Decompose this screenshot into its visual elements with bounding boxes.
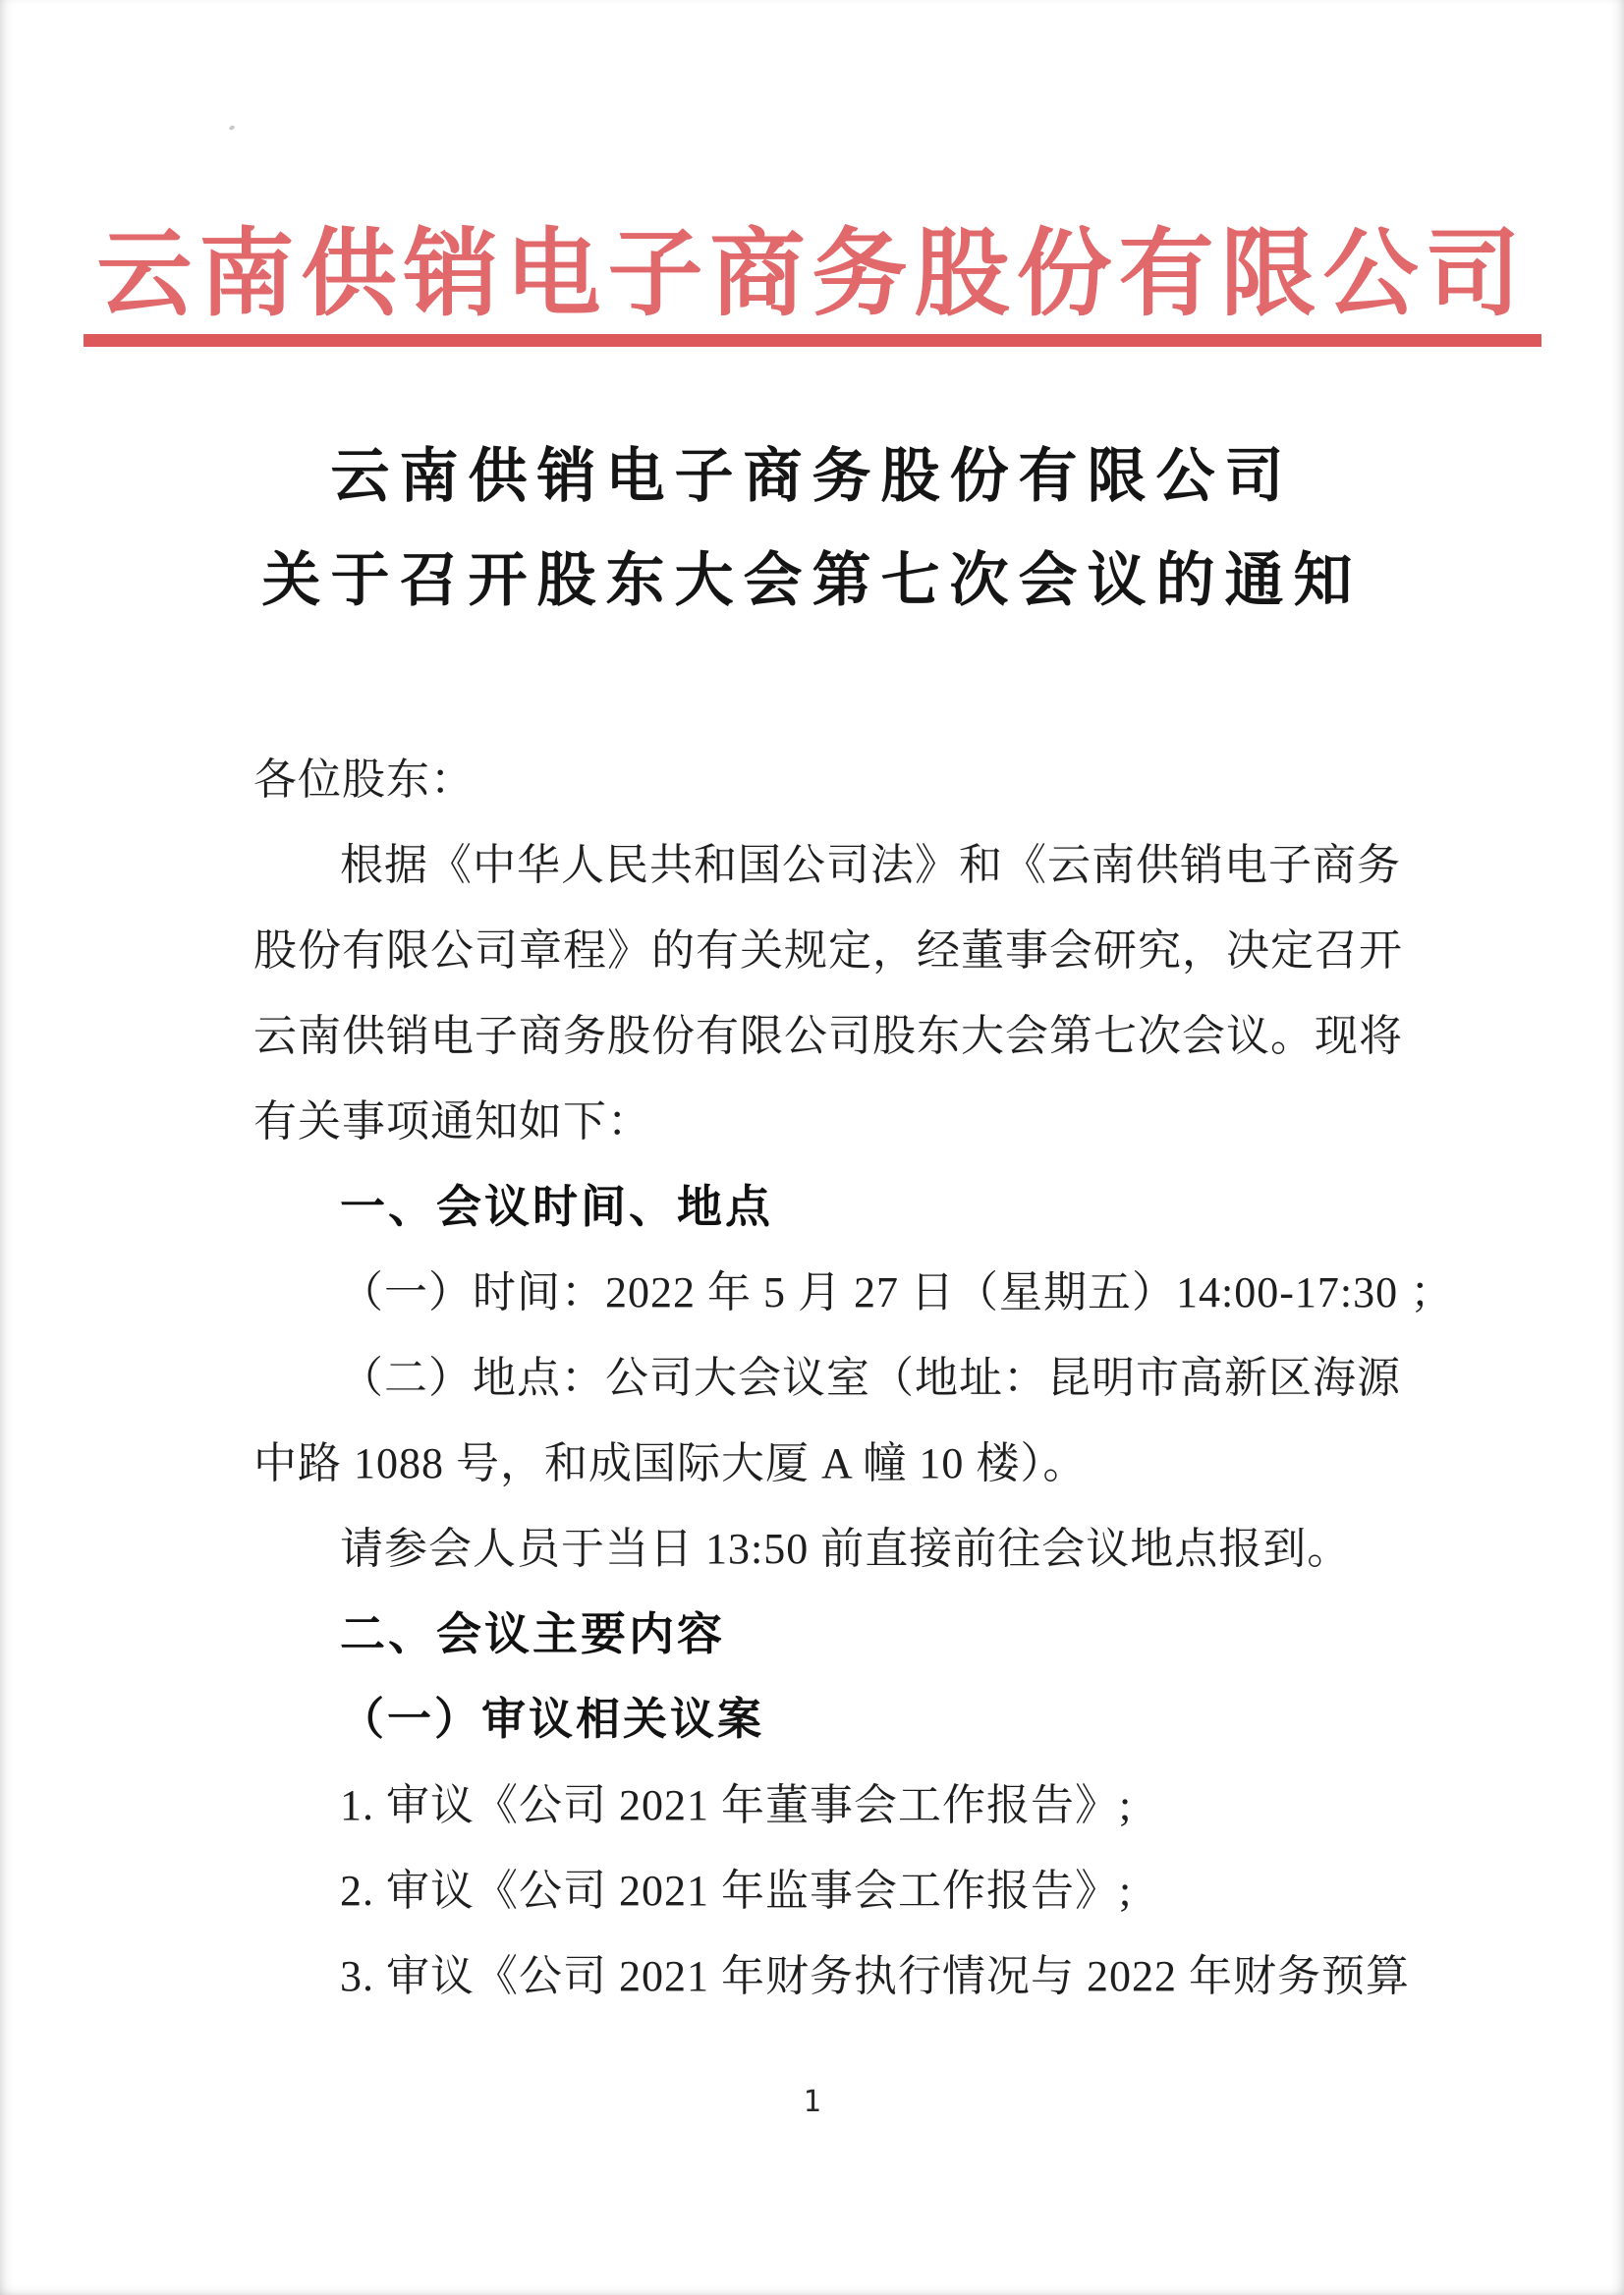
document-line: 云南供销电子商务股份有限公司股东大会第七次会议。现将 <box>253 1012 1403 1060</box>
document-title-line-2: 关于召开股东大会第七次会议的通知 <box>261 548 1363 613</box>
document-line: 二、会议主要内容 <box>340 1608 725 1659</box>
document-line: 有关事项通知如下： <box>253 1097 651 1146</box>
scan-artifact-speck <box>228 125 235 131</box>
document-line: 2. 审议《公司 2021 年监事会工作报告》; <box>340 1867 1133 1915</box>
document-line: （一）审议相关议案 <box>340 1695 765 1744</box>
document-line: （二）地点：公司大会议室（地址：昆明市高新区海源 <box>340 1354 1401 1402</box>
document-line: 中路 1088 号，和成国际大厦 A 幢 10 楼）。 <box>253 1439 1088 1487</box>
company-letterhead-text: 云南供销电子商务股份有限公司 <box>84 222 1541 347</box>
document-line: 一、会议时间、地点 <box>340 1181 773 1232</box>
document-line: 请参会人员于当日 13:50 前直接前往会议地点报到。 <box>340 1525 1352 1573</box>
document-title <box>0 424 1624 633</box>
document-line: （一）时间：2022 年 5 月 27 日（星期五）14:00-17:30 ； <box>340 1268 1455 1316</box>
document-line: 股份有限公司章程》的有关规定，经董事会研究，决定召开 <box>253 926 1403 975</box>
document-line: 3. 审议《公司 2021 年财务执行情况与 2022 年财务预算 <box>340 1952 1410 2000</box>
document-title-line-1: 云南供销电子商务股份有限公司 <box>330 444 1294 509</box>
letterhead <box>0 222 1624 347</box>
document-line: 根据《中华人民共和国公司法》和《云南供销电子商务 <box>340 841 1401 889</box>
document-line: 1. 审议《公司 2021 年董事会工作报告》; <box>340 1781 1133 1829</box>
page-number: 1 <box>803 2085 821 2119</box>
document-line: 各位股东： <box>253 756 475 804</box>
document-body <box>253 737 1455 2019</box>
